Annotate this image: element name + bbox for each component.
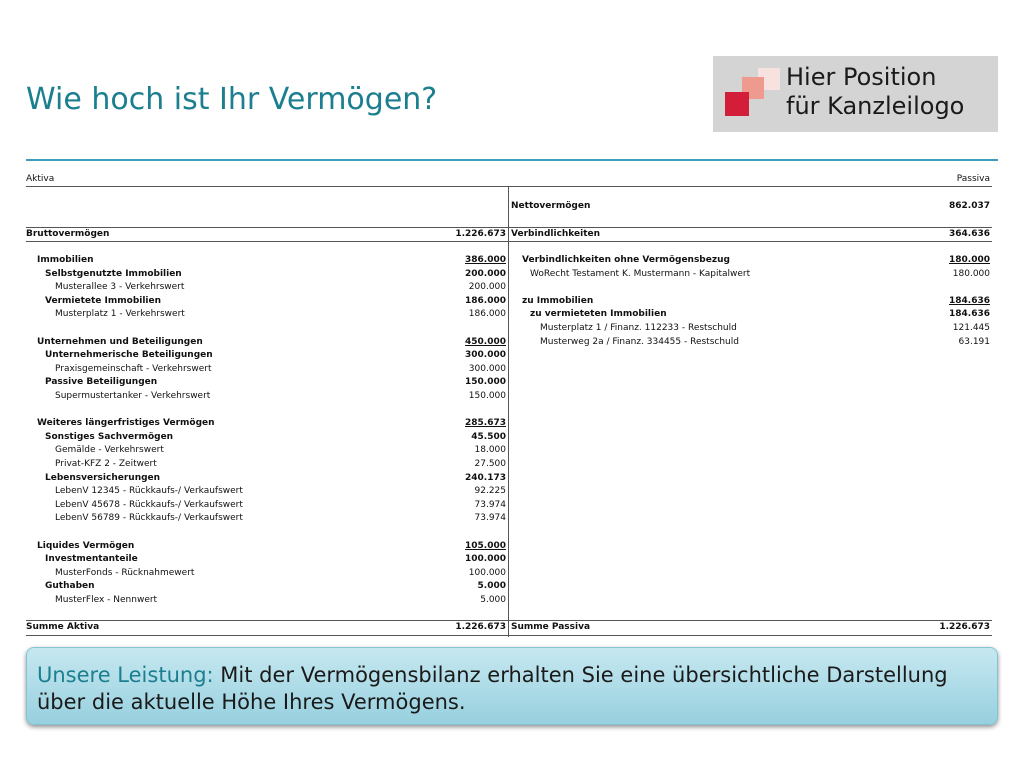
left-row-label: Musterplatz 1 - Verkehrswert xyxy=(55,309,185,320)
right-row-label: Musterweg 2a / Finanz. 334455 - Restschuld xyxy=(540,336,739,347)
left-row-label: Sonstiges Sachvermögen xyxy=(45,431,174,442)
left-row-value: 450.000 xyxy=(465,336,506,347)
logo-text xyxy=(786,63,964,121)
left-row-value: 105.000 xyxy=(465,540,506,551)
left-row-value: 200.000 xyxy=(468,282,506,293)
left-row-value: 386.000 xyxy=(465,255,506,265)
callout-lead: Unsere Leistung: xyxy=(37,663,214,687)
verbindlichkeiten-label: Verbindlichkeiten xyxy=(511,229,601,239)
left-row-value: 100.000 xyxy=(465,554,506,565)
left-row-label: Unternehmerische Beteiligungen xyxy=(45,350,213,361)
left-row-value: 92.225 xyxy=(474,486,506,497)
right-row-value: 184.636 xyxy=(949,295,990,306)
left-row-label: LebenV 56789 - Rückkaufs-/ Verkaufswert xyxy=(55,513,243,524)
left-row-label: Privat-KFZ 2 - Zeitwert xyxy=(55,459,157,469)
left-row-value: 5.000 xyxy=(477,581,506,592)
left-row-label: MusterFonds - Rücknahmewert xyxy=(55,567,195,578)
netto-label: Nettovermögen xyxy=(511,201,591,211)
callout-body: Mit der Vermögensbilanz erhalten Sie eine übersichtliche Darstellung über die aktuelle Höhe Ihres Vermögens. xyxy=(37,663,948,714)
brutto-value: 1.226.673 xyxy=(455,229,506,239)
right-row-value: 184.636 xyxy=(949,309,990,320)
callout-text xyxy=(37,662,987,716)
balance-sheet xyxy=(26,169,992,637)
right-row-label: WoRecht Testament K. Mustermann - Kapitalwert xyxy=(530,268,751,279)
logo-square-dark xyxy=(725,92,749,116)
left-row-label: Supermustertanker - Verkehrswert xyxy=(55,391,211,401)
right-row-value: 121.445 xyxy=(952,323,990,333)
right-row-label: Verbindlichkeiten ohne Vermögensbezug xyxy=(522,255,730,265)
left-row-value: 150.000 xyxy=(465,377,506,388)
column-divider xyxy=(508,186,509,637)
right-row-value: 180.000 xyxy=(949,255,990,265)
left-row-value: 27.500 xyxy=(474,459,506,469)
sum-aktiva-label: Summe Aktiva xyxy=(26,622,100,632)
left-row-label: Vermietete Immobilien xyxy=(45,295,162,306)
sum-aktiva-value: 1.226.673 xyxy=(455,622,506,632)
left-row-value: 186.000 xyxy=(465,295,506,306)
left-row-value: 5.000 xyxy=(480,595,506,605)
left-row-value: 200.000 xyxy=(465,268,506,279)
left-row-label: Selbstgenutzte Immobilien xyxy=(45,268,182,279)
left-row-label: Lebensversicherungen xyxy=(45,472,161,483)
right-row-label: zu vermieteten Immobilien xyxy=(530,309,667,320)
left-row-value: 73.974 xyxy=(474,499,506,510)
left-row-label: LebenV 45678 - Rückkaufs-/ Verkaufswert xyxy=(55,499,243,510)
left-row-value: 285.673 xyxy=(465,418,506,429)
verbindlichkeiten-value: 364.636 xyxy=(949,229,990,239)
page-title: Wie hoch ist Ihr Vermögen? xyxy=(26,82,438,117)
right-row-label: zu Immobilien xyxy=(522,295,594,306)
left-row-label: Guthaben xyxy=(45,581,95,592)
left-row-label: Weiteres längerfristiges Vermögen xyxy=(37,418,215,429)
brutto-bottom-rule xyxy=(26,241,992,242)
logo-line-2: für Kanzleilogo xyxy=(786,92,965,120)
header-rule xyxy=(26,186,992,187)
left-row-label: Investmentanteile xyxy=(45,554,138,565)
left-row-value: 150.000 xyxy=(468,391,506,401)
left-row-value: 73.974 xyxy=(474,513,506,524)
left-row-value: 100.000 xyxy=(468,567,506,578)
brutto-label: Bruttovermögen xyxy=(26,229,110,239)
left-row-label: Praxisgemeinschaft - Verkehrswert xyxy=(55,363,212,374)
aktiva-header: Aktiva xyxy=(26,174,55,184)
left-row-label: Liquides Vermögen xyxy=(37,540,135,551)
left-row-label: LebenV 12345 - Rückkaufs-/ Verkaufswert xyxy=(55,486,243,497)
logo-placeholder xyxy=(713,56,998,132)
logo-line-1: Hier Position xyxy=(786,63,937,91)
info-callout xyxy=(26,647,998,725)
left-row-label: Musterallee 3 - Verkehrswert xyxy=(55,282,185,293)
left-row-label: Passive Beteiligungen xyxy=(45,377,158,388)
left-row-value: 18.000 xyxy=(474,445,506,456)
right-row-value: 180.000 xyxy=(952,268,990,279)
left-row-label: MusterFlex - Nennwert xyxy=(55,595,158,605)
brutto-top-rule xyxy=(26,227,992,228)
left-row-value: 45.500 xyxy=(471,431,506,442)
sum-passiva-value: 1.226.673 xyxy=(939,622,990,632)
sum-bottom-rule xyxy=(26,635,992,636)
right-row-label: Musterplatz 1 / Finanz. 112233 - Restschuld xyxy=(540,323,737,333)
left-row-label: Unternehmen und Beteiligungen xyxy=(37,336,203,347)
sum-top-rule xyxy=(26,620,992,621)
netto-value: 862.037 xyxy=(949,201,990,211)
right-row-value: 63.191 xyxy=(958,336,990,347)
left-row-label: Immobilien xyxy=(37,255,94,265)
sum-passiva-label: Summe Passiva xyxy=(511,622,591,632)
header-divider xyxy=(26,159,998,161)
left-row-value: 300.000 xyxy=(468,363,506,374)
left-row-value: 186.000 xyxy=(468,309,506,320)
left-row-label: Gemälde - Verkehrswert xyxy=(55,445,164,456)
left-row-value: 300.000 xyxy=(465,350,506,361)
left-row-value: 240.173 xyxy=(465,472,506,483)
passiva-header: Passiva xyxy=(956,174,990,184)
